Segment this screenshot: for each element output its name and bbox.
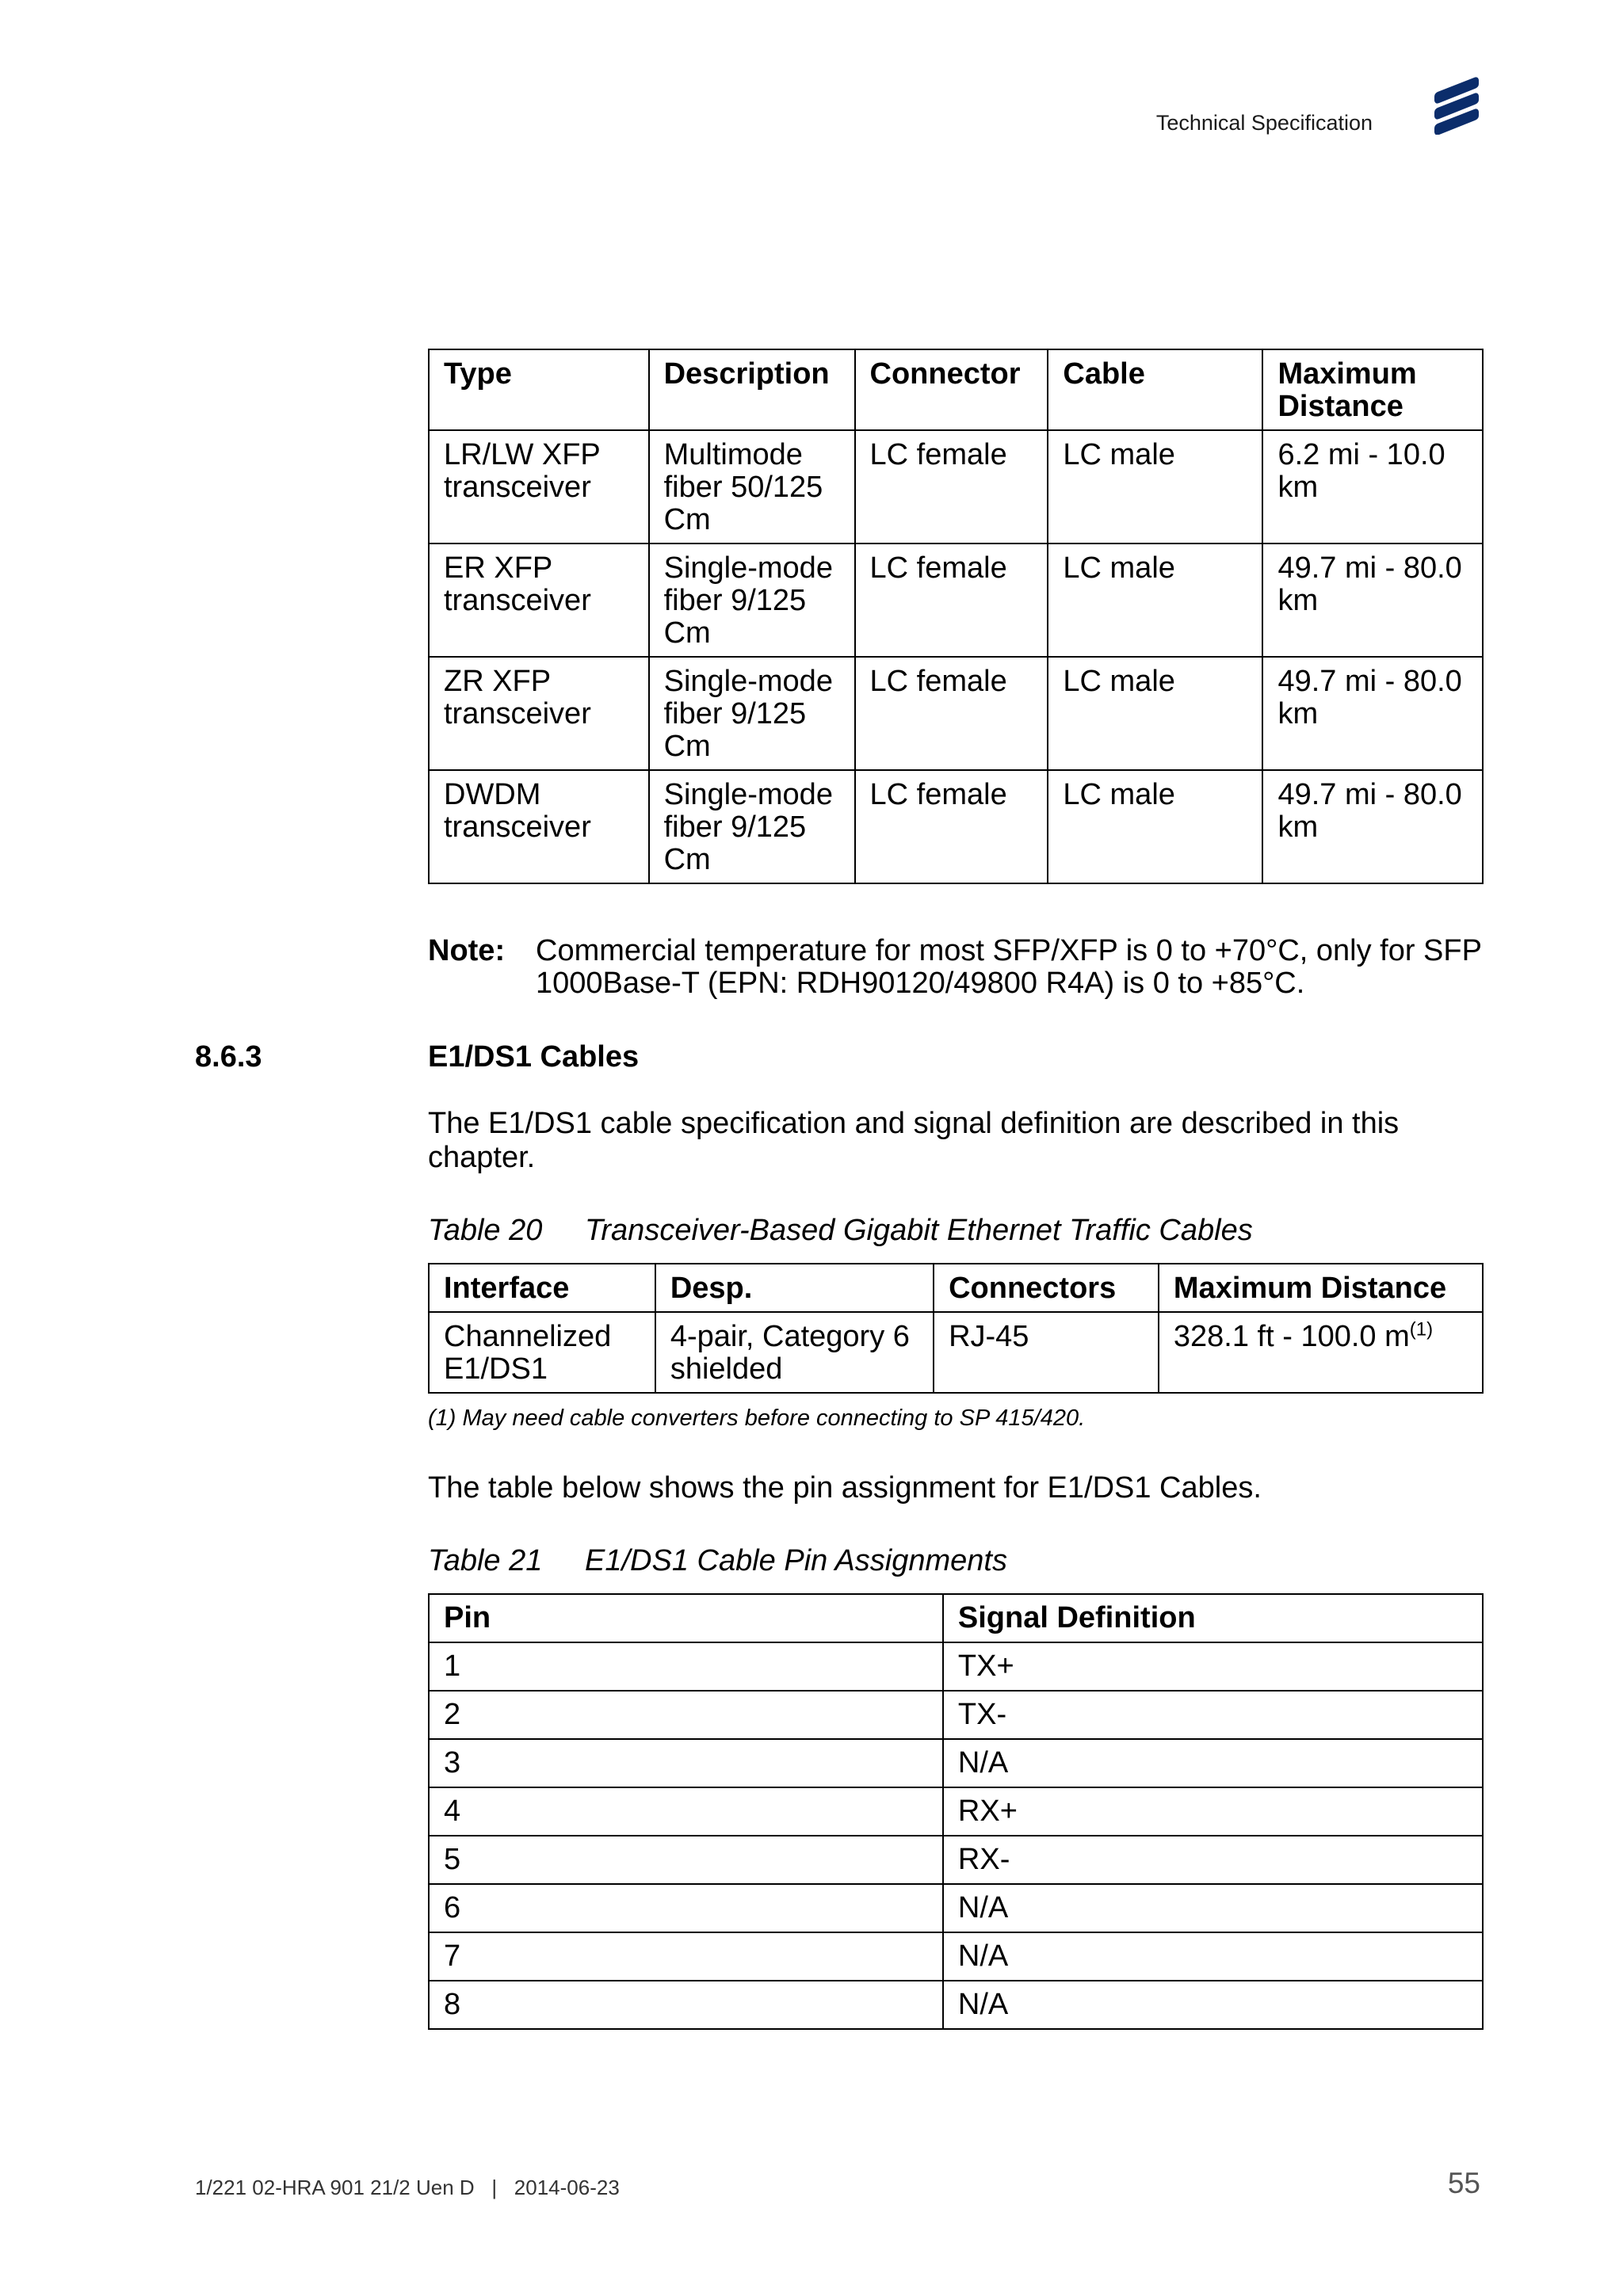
e1-ds1-cable-table (428, 1263, 1484, 1394)
pin-assignment-table (428, 1593, 1484, 2030)
cell-pin: 8 (429, 1981, 943, 2029)
table-row (429, 1312, 1483, 1393)
header-desp: Desp. (655, 1264, 934, 1312)
table-row (429, 543, 1483, 657)
cell-signal: N/A (943, 1981, 1483, 2029)
header-title: Technical Specification (1155, 111, 1373, 135)
table-row (429, 430, 1483, 543)
table-header-row (429, 1594, 1483, 1642)
cell-pin: 6 (429, 1884, 943, 1932)
cell-distance: 49.7 mi - 80.0 km (1262, 657, 1483, 770)
header-connectors: Connectors (934, 1264, 1159, 1312)
transceiver-cable-table (428, 349, 1484, 884)
table-row (429, 1932, 1483, 1981)
cell-signal: RX+ (943, 1787, 1483, 1836)
table-row (429, 1642, 1483, 1691)
cell-distance (1159, 1312, 1483, 1393)
table-20-caption (428, 1214, 1253, 1248)
table-row (429, 1836, 1483, 1884)
caption-title: Transceiver-Based Gigabit Ethernet Traffic Cables (585, 1214, 1253, 1247)
cell-type: DWDM transceiver (429, 770, 649, 883)
footer-date: 2014-06-23 (514, 2176, 620, 2199)
caption-title: E1/DS1 Cable Pin Assignments (585, 1544, 1007, 1577)
cell-signal: N/A (943, 1932, 1483, 1981)
table-row (429, 1884, 1483, 1932)
table-row (429, 1787, 1483, 1836)
header-pin: Pin (429, 1594, 943, 1642)
note-text: Commercial temperature for most SFP/XFP is 0 to +70°C, only for SFP 1000Base-T (EPN: RDH90120/49800 R4A) is 0 to +85°C. (536, 934, 1482, 1000)
doc-id: 1/221 02-HRA 901 21/2 Uen D (195, 2176, 475, 2199)
header-type: Type (429, 349, 649, 430)
section-number: 8.6.3 (195, 1040, 262, 1074)
table-row (429, 1981, 1483, 2029)
cell-cable: LC male (1048, 543, 1262, 657)
header-signal-definition: Signal Definition (943, 1594, 1483, 1642)
cell-description: Single-mode fiber 9/125 Cm (649, 543, 855, 657)
cell-description: Multimode fiber 50/125 Cm (649, 430, 855, 543)
table-row (429, 1691, 1483, 1739)
cell-distance: 49.7 mi - 80.0 km (1262, 770, 1483, 883)
cell-signal: TX- (943, 1691, 1483, 1739)
cell-connector: LC female (855, 770, 1048, 883)
cell-pin: 2 (429, 1691, 943, 1739)
caption-number: Table 20 (428, 1214, 543, 1247)
table-row (429, 1739, 1483, 1787)
table-header-row (429, 349, 1483, 430)
cell-cable: LC male (1048, 770, 1262, 883)
cell-pin: 4 (429, 1787, 943, 1836)
note-label: Note: (428, 934, 506, 967)
header-connector: Connector (855, 349, 1048, 430)
cell-connector: LC female (855, 543, 1048, 657)
header-cable: Cable (1048, 349, 1262, 430)
header-maximum-distance: Maximum Distance (1262, 349, 1483, 430)
cell-description: Single-mode fiber 9/125 Cm (649, 770, 855, 883)
footnote-reference: (1) (1409, 1318, 1434, 1341)
cell-distance: 49.7 mi - 80.0 km (1262, 543, 1483, 657)
cell-desp: 4-pair, Category 6 shielded (655, 1312, 934, 1393)
pin-intro-paragraph: The table below shows the pin assignment for E1/DS1 Cables. (428, 1471, 1262, 1505)
cell-pin: 5 (429, 1836, 943, 1884)
cell-pin: 7 (429, 1932, 943, 1981)
cell-signal: RX- (943, 1836, 1483, 1884)
cell-signal: TX+ (943, 1642, 1483, 1691)
cell-signal: N/A (943, 1884, 1483, 1932)
header-maximum-distance: Maximum Distance (1159, 1264, 1483, 1312)
cell-connector: LC female (855, 430, 1048, 543)
caption-number: Table 21 (428, 1544, 543, 1577)
cell-pin: 1 (429, 1642, 943, 1691)
page-number: 55 (1447, 2167, 1480, 2199)
table-row (429, 657, 1483, 770)
footer-document-id (195, 2176, 620, 2200)
table-row (429, 770, 1483, 883)
table-header-row (429, 1264, 1483, 1312)
cell-distance: 6.2 mi - 10.0 km (1262, 430, 1483, 543)
company-logo-icon (1433, 74, 1480, 135)
section-intro-paragraph: The E1/DS1 cable specification and signal definition are described in this chapter. (428, 1107, 1400, 1174)
cell-type: ZR XFP transceiver (429, 657, 649, 770)
cell-interface: Channelized E1/DS1 (429, 1312, 655, 1393)
section-title: E1/DS1 Cables (428, 1040, 640, 1074)
cell-pin: 3 (429, 1739, 943, 1787)
header-interface: Interface (429, 1264, 655, 1312)
distance-value: 328.1 ft - 100.0 m (1173, 1320, 1410, 1353)
cell-type: LR/LW XFP transceiver (429, 430, 649, 543)
cell-type: ER XFP transceiver (429, 543, 649, 657)
cell-connector: LC female (855, 657, 1048, 770)
cell-description: Single-mode fiber 9/125 Cm (649, 657, 855, 770)
header-description: Description (649, 349, 855, 430)
footer-separator: | (491, 2176, 498, 2199)
table-footnote: (1) May need cable converters before connecting to SP 415/420. (428, 1405, 1086, 1431)
table-21-caption (428, 1544, 1007, 1578)
cell-cable: LC male (1048, 430, 1262, 543)
cell-signal: N/A (943, 1739, 1483, 1787)
cell-cable: LC male (1048, 657, 1262, 770)
cell-connectors: RJ-45 (934, 1312, 1159, 1393)
